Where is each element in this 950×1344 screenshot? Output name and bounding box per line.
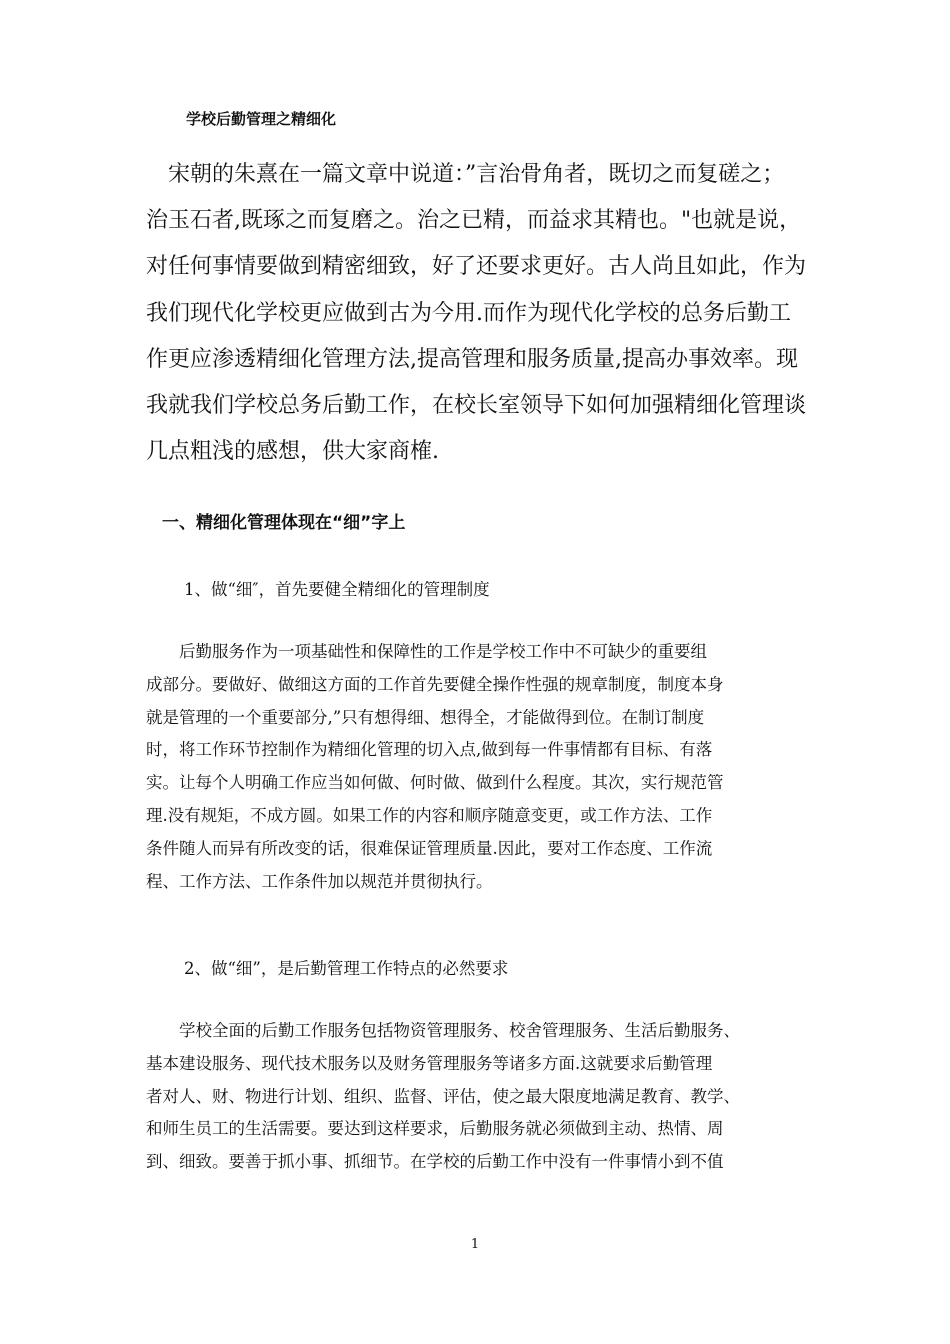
paragraph-line: 学校全面的后勤工作服务包括物资管理服务、校舍管理服务、生活后勤服务、: [146, 1021, 740, 1040]
paragraph-line: 成部分。要做好、做细这方面的工作首先要健全操作性强的规章制度，制度本身: [146, 674, 724, 694]
intro-line: 几点粗浅的感想，供大家商榷.: [146, 439, 439, 465]
subsection-heading-1: 1、做“细″，首先要健全精细化的管理制度: [184, 580, 490, 599]
intro-line: 对任何事情要做到精密细致，好了还要求更好。古人尚且如此，作为: [146, 254, 807, 280]
page-number: 1: [470, 1237, 480, 1252]
paragraph-line: 和师生员工的生活需要。要达到这样要求，后勤服务就必须做到主动、热情、周: [146, 1119, 724, 1139]
subsection-1-paragraph: [146, 636, 816, 898]
paragraph-line: 者对人、财、物进行计划、组织、监督、评估，使之最大限度地满足教育、教学、: [146, 1086, 740, 1106]
paragraph-line: 后勤服务作为一项基础性和保障性的工作是学校工作中不可缺少的重要组: [146, 642, 707, 661]
intro-line: 我就我们学校总务后勤工作，在校长室领导下如何加强精细化管理谈: [146, 392, 807, 418]
subsection-heading-2: 2、做“细”，是后勤管理工作特点的必然要求: [184, 959, 509, 978]
intro-line: 治玉石者,既琢之而复磨之。治之已精，而益求其精也。"也就是说，: [146, 208, 802, 234]
paragraph-line: 基本建设服务、现代技术服务以及财务管理服务等诸多方面.这就要求后勤管理: [146, 1053, 713, 1073]
paragraph-line: 理.没有规矩，不成方圆。如果工作的内容和顺序随意变更，或工作方法、工作: [146, 805, 713, 825]
subsection-2-paragraph: [146, 1015, 816, 1179]
paragraph-line: 就是管理的一个重要部分,”只有想得细、想得全，才能做得到位。在制订制度: [146, 707, 705, 727]
intro-line: 我们现代化学校更应做到古为今用.而作为现代化学校的总务后勤工: [146, 300, 791, 326]
paragraph-line: 到、细致。要善于抓小事、抓细节。在学校的后勤工作中没有一件事情小到不值: [146, 1152, 724, 1172]
intro-paragraph: [146, 152, 816, 475]
intro-line: 宋朝的朱熹在一篇文章中说道：”言治骨角者，既切之而复磋之；: [146, 162, 785, 187]
intro-line: 作更应渗透精细化管理方法,提高管理和服务质量,提高办事效率。现: [146, 346, 798, 372]
document-title: 学校后勤管理之精细化: [186, 110, 337, 128]
paragraph-line: 程、工作方法、工作条件加以规范并贯彻执行。: [146, 871, 493, 891]
section-heading: 一、精细化管理体现在“细”字上: [162, 513, 406, 533]
paragraph-line: 实。让每个人明确工作应当如何做、何时做、做到什么程度。其次，实行规范管: [146, 773, 724, 793]
paragraph-line: 条件随人而异有所改变的话，很难保证管理质量.因此，要对工作态度、工作流: [146, 838, 713, 858]
paragraph-line: 时，将工作环节控制作为精细化管理的切入点,做到每一件事情都有目标、有落: [146, 740, 713, 760]
